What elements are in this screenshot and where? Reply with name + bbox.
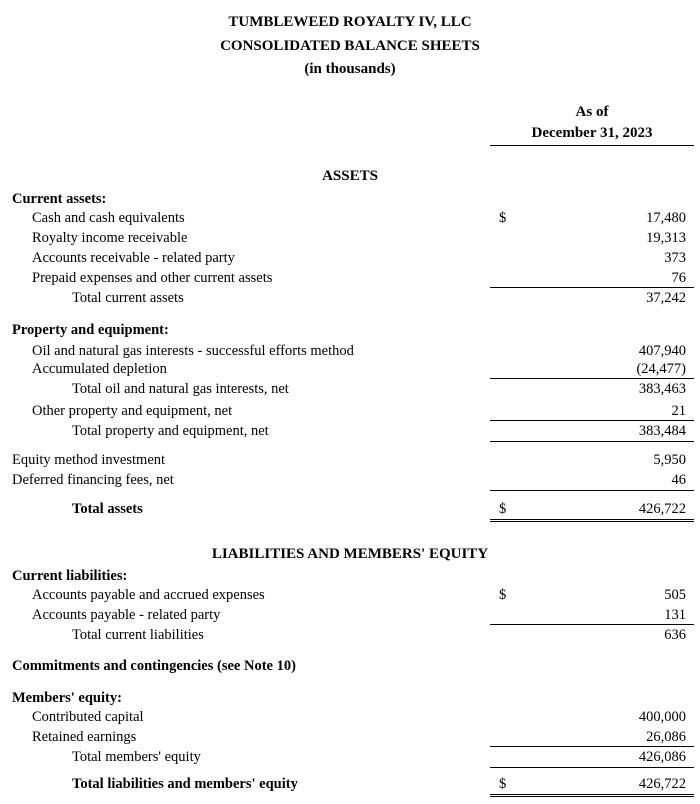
row-label: Total current liabilities [72, 627, 204, 643]
row-label: Total members' equity [72, 749, 201, 765]
subtotal-rule [490, 767, 694, 768]
row-value: (24,477) [636, 361, 686, 377]
table-row [0, 342, 700, 360]
double-rule-top [490, 519, 694, 520]
row-value: 19,313 [646, 230, 686, 246]
row-value: 426,722 [638, 776, 686, 792]
table-row [0, 380, 700, 398]
row-value: 383,484 [638, 423, 686, 439]
subtotal-rule [490, 441, 694, 442]
table-row [0, 471, 700, 489]
row-value: 505 [664, 587, 686, 603]
liabilities-heading: LIABILITIES AND MEMBERS' EQUITY [211, 546, 489, 562]
row-value: 407,940 [638, 343, 686, 359]
currency-symbol: $ [499, 210, 507, 226]
row-label: Accounts payable - related party [32, 607, 221, 623]
table-row [0, 360, 700, 378]
subtotal-rule [490, 490, 694, 491]
subtotal-rule [490, 378, 694, 379]
assets-heading: ASSETS [322, 168, 378, 184]
row-value: 46 [671, 472, 686, 488]
table-row [0, 748, 700, 766]
row-label: Other property and equipment, net [32, 403, 233, 419]
row-value: 383,463 [638, 381, 686, 397]
row-value: 21 [671, 403, 686, 419]
row-value: 426,722 [638, 501, 686, 517]
column-header-line1: As of [575, 104, 609, 120]
subtotal-rule [490, 746, 694, 747]
currency-symbol: $ [499, 587, 507, 603]
row-value: 373 [664, 250, 686, 266]
subtotal-rule [490, 420, 694, 421]
row-label: Current assets: [12, 191, 107, 207]
row-value: 5,950 [653, 452, 686, 468]
row-label: Total assets [72, 501, 143, 517]
row-value: 26,086 [646, 729, 686, 745]
property-equipment-heading [0, 321, 700, 339]
row-value: 400,000 [638, 709, 686, 725]
row-label: Total current assets [72, 290, 184, 306]
statement-title: CONSOLIDATED BALANCE SHEETS [220, 38, 480, 54]
row-label: Property and equipment: [12, 322, 169, 338]
table-row [0, 451, 700, 469]
table-row [0, 269, 700, 287]
current-liabilities-heading [0, 567, 700, 585]
row-label: Total oil and natural gas interests, net [72, 381, 289, 397]
row-label: Accounts receivable - related party [32, 250, 235, 266]
table-row [0, 229, 700, 247]
table-row [0, 606, 700, 624]
row-label: Cash and cash equivalents [32, 210, 185, 226]
units-note: (in thousands) [304, 61, 396, 77]
subtotal-rule [490, 287, 694, 288]
table-row [0, 775, 700, 793]
row-value: 37,242 [646, 290, 686, 306]
row-value: 426,086 [638, 749, 686, 765]
row-label: Prepaid expenses and other current assets [32, 270, 273, 286]
row-label: Accumulated depletion [32, 361, 167, 377]
current-assets-heading [0, 190, 700, 208]
row-label: Commitments and contingencies (see Note 10) [12, 658, 296, 674]
row-label: Total property and equipment, net [72, 423, 269, 439]
row-label: Oil and natural gas interests - successful efforts method [32, 343, 354, 359]
row-label: Royalty income receivable [32, 230, 188, 246]
row-label: Total liabilities and members' equity [72, 776, 298, 792]
commitments-row [0, 657, 700, 675]
row-label: Contributed capital [32, 709, 144, 725]
row-value: 636 [664, 627, 686, 643]
subtotal-rule [490, 624, 694, 625]
row-label: Deferred financing fees, net [12, 472, 174, 488]
company-name: TUMBLEWEED ROYALTY IV, LLC [228, 14, 472, 30]
row-label: Members' equity: [12, 690, 122, 706]
members-equity-heading [0, 689, 700, 707]
double-rule-bottom [490, 521, 694, 522]
row-label: Current liabilities: [12, 568, 128, 584]
row-label: Equity method investment [12, 452, 166, 468]
table-row [0, 586, 700, 604]
row-value: 17,480 [646, 210, 686, 226]
table-row [0, 626, 700, 644]
table-row [0, 402, 700, 420]
table-row [0, 289, 700, 307]
table-row [0, 500, 700, 518]
column-header-rule [490, 145, 694, 146]
double-rule-top [490, 794, 694, 795]
table-row [0, 209, 700, 227]
table-row [0, 708, 700, 726]
row-label: Accounts payable and accrued expenses [32, 587, 265, 603]
table-row [0, 728, 700, 746]
table-row [0, 249, 700, 267]
table-row [0, 422, 700, 440]
row-value: 76 [671, 270, 686, 286]
column-header-line2: December 31, 2023 [531, 125, 653, 141]
row-label: Retained earnings [32, 729, 137, 745]
row-value: 131 [664, 607, 686, 623]
currency-symbol: $ [499, 776, 507, 792]
currency-symbol: $ [499, 501, 507, 517]
double-rule-bottom [490, 796, 694, 797]
